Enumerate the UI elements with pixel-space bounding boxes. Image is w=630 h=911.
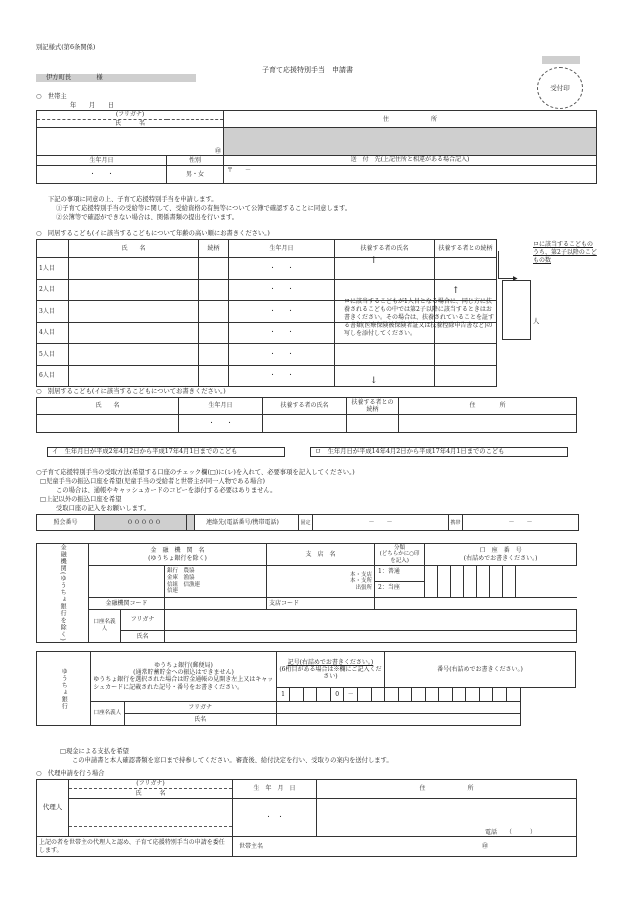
kigo-digit[interactable] bbox=[317, 688, 331, 702]
stamp-shade bbox=[542, 56, 580, 64]
mobile-label: 携帯 bbox=[449, 515, 463, 531]
bango-digit[interactable] bbox=[412, 688, 426, 702]
acct-digit[interactable] bbox=[490, 566, 503, 598]
branch-name-field[interactable]: 本・支店 本・支所 出張所 bbox=[267, 566, 375, 598]
gender-field[interactable]: 男・女 bbox=[167, 166, 224, 184]
child-relation-field[interactable] bbox=[199, 365, 229, 387]
child-parent-field[interactable] bbox=[335, 365, 435, 387]
child-name-field[interactable] bbox=[69, 322, 199, 344]
child-row-label: 6人目 bbox=[37, 365, 69, 387]
reference-number: ０００００ bbox=[95, 515, 195, 531]
child-name-field[interactable] bbox=[69, 258, 199, 280]
bango-digit[interactable] bbox=[439, 688, 453, 702]
category-i: イ 生年月日が平成2年4月2日から平成17年4月1日までのこども bbox=[47, 447, 285, 457]
kigo-digit[interactable] bbox=[371, 688, 385, 702]
birth-header: 生年月日 bbox=[37, 156, 167, 166]
yucho-furigana-field[interactable] bbox=[276, 702, 520, 714]
agent-side-label: 代理人 bbox=[37, 780, 69, 837]
child-name-field[interactable] bbox=[69, 365, 199, 387]
acct-digit[interactable] bbox=[464, 566, 477, 598]
arrow-up-1: ↑ bbox=[370, 256, 378, 266]
child-row-label: 5人目 bbox=[37, 344, 69, 366]
yucho-name-field[interactable] bbox=[276, 714, 520, 726]
cash-note: この申請書と本人確認書類を窓口まで持参してください。審査後、給付決定を行い、受取りの案内を送付します。 bbox=[72, 757, 393, 764]
sep-col-address: 住 所 bbox=[399, 398, 577, 415]
child-row bbox=[37, 258, 497, 280]
second-child-count-box[interactable] bbox=[502, 280, 531, 340]
name-header: 氏 名 bbox=[37, 120, 224, 128]
count-unit: 人 bbox=[533, 318, 540, 325]
bank-type-options[interactable]: 銀行 農協 金庫 漁協 信組 信漁連 信連 bbox=[165, 566, 267, 598]
contact-table bbox=[186, 514, 579, 531]
agent-birth-header: 生 年 月 日 bbox=[233, 780, 317, 799]
child-relation-field[interactable] bbox=[199, 258, 229, 280]
householder-sign-field[interactable]: 世帯主名 ㊞ bbox=[233, 837, 577, 857]
address-field[interactable] bbox=[224, 128, 597, 156]
arrow-down: ↓ bbox=[370, 376, 378, 386]
child-birth-field[interactable]: ・ ・ bbox=[229, 365, 335, 387]
child-parent-relation-field[interactable] bbox=[435, 344, 497, 366]
kigo-digit[interactable] bbox=[290, 688, 304, 702]
acct-digit[interactable] bbox=[503, 566, 516, 598]
acct-digit[interactable] bbox=[425, 566, 438, 598]
sep-parent-field[interactable] bbox=[263, 415, 347, 433]
send-to-header: 送 付 先(上記住所と相違がある場合記入) bbox=[224, 156, 596, 166]
send-to-cell[interactable] bbox=[224, 156, 597, 184]
bango-digit[interactable] bbox=[479, 688, 493, 702]
child-parent-field[interactable] bbox=[335, 344, 435, 366]
agent-name-field[interactable] bbox=[69, 799, 233, 837]
bango-header: 番号(右詰めでお書きください。) bbox=[385, 652, 576, 688]
seal-mark: ㊞ bbox=[215, 148, 222, 155]
child-relation-field[interactable] bbox=[199, 344, 229, 366]
holder-furigana-label: フリガナ bbox=[121, 610, 165, 631]
option-other-account[interactable]: □上記以外の振込口座を希望 bbox=[40, 496, 122, 503]
bank-side-label: 金融機関(ゆうちょ銀行を除く) bbox=[37, 544, 89, 643]
category-ro: ロ 生年月日が平成14年4月2日から平成17年4月1日までのこども bbox=[310, 447, 568, 457]
bank-code-field[interactable] bbox=[165, 598, 267, 610]
child-row-label: 3人目 bbox=[37, 301, 69, 323]
holder-label: 口座名義人 bbox=[89, 610, 121, 643]
address-header: 住 所 bbox=[224, 111, 597, 128]
kigo-header: 記号(右詰めでお書きください。) (6桁目がある場合は※欄にご記入ください) bbox=[276, 652, 384, 688]
col-parent: 扶養する者の氏名 bbox=[335, 240, 435, 258]
arrow-head: ▶ bbox=[513, 275, 518, 282]
fixed-phone-field[interactable]: － － bbox=[313, 515, 449, 531]
agent-table bbox=[36, 779, 577, 857]
name-field[interactable] bbox=[37, 128, 224, 156]
bank-name-header: 金 融 機 関 名 (ゆうちょ銀行を除く) bbox=[89, 544, 267, 566]
consent-3: ②公簿等で確認ができない場合は、関係書類の提出を行います。 bbox=[56, 214, 239, 221]
child-birth-field[interactable]: ・ ・ bbox=[229, 301, 335, 323]
col-parent-relation: 扶養する者との続柄 bbox=[435, 240, 497, 258]
sep-col-name: 氏 名 bbox=[37, 398, 179, 415]
arrow-line-1 bbox=[498, 251, 499, 278]
arrow-up-2: ↑ bbox=[452, 286, 460, 296]
branch-header: 支 店 名 bbox=[267, 544, 375, 566]
yucho-side-label: ゆうちょ銀行 bbox=[37, 652, 91, 726]
householder-heading: ○ 世帯主 bbox=[36, 93, 67, 100]
agent-seal-mark: ㊞ bbox=[481, 842, 488, 850]
holder-furigana-field[interactable] bbox=[165, 610, 577, 631]
holder-name-field[interactable] bbox=[165, 630, 577, 642]
yucho-table bbox=[36, 651, 576, 726]
child-name-field[interactable] bbox=[69, 301, 199, 323]
sep-address-field[interactable] bbox=[399, 415, 577, 433]
yucho-holder-label: 口座名義人 bbox=[91, 702, 124, 726]
reference-table bbox=[36, 514, 195, 531]
bank-blank bbox=[375, 598, 577, 610]
kubun-header: 分類 (どちらかに○印を記入) bbox=[375, 544, 425, 566]
child-birth-field[interactable]: ・ ・ bbox=[229, 258, 335, 280]
yucho-name-label: 氏名 bbox=[124, 714, 276, 726]
second-child-note: ロに該当するこどものうち、第2子以降のこどもの数 bbox=[533, 241, 597, 264]
yucho-description: ゆうちょ銀行(郵便局) (通常貯蓄貯金への振込はできません) ゆうちょ銀行を選択された場合は貯金通帳の見開き左上又はキャッシュカードに記載された記号・番号をお書きください。 bbox=[91, 652, 277, 702]
reception-stamp-label: 受付印 bbox=[550, 83, 570, 92]
contact-label: 連絡先(電話番号/携帯電話) bbox=[187, 515, 299, 531]
col-birth: 生年月日 bbox=[229, 240, 335, 258]
application-date: 年 月 日 bbox=[70, 102, 115, 109]
receive-heading: ○子育て応援特別手当の受取方法(希望する口座のチェック欄(□)に(レ)を入れて、必要事項を記入してください。) bbox=[36, 469, 355, 476]
bango-digit[interactable] bbox=[398, 688, 412, 702]
child-row bbox=[37, 344, 497, 366]
bango-digit[interactable] bbox=[425, 688, 439, 702]
child-row-label: 2人目 bbox=[37, 279, 69, 301]
agent-furigana-header: (フリガナ) bbox=[69, 780, 233, 789]
acct-digit[interactable] bbox=[477, 566, 490, 598]
acct-digit[interactable] bbox=[438, 566, 451, 598]
child-row-label: 1人目 bbox=[37, 258, 69, 280]
cash-option[interactable]: □現金による支払を希望 bbox=[60, 748, 129, 755]
child-parent-field[interactable] bbox=[335, 258, 435, 280]
holder-name-label: 氏名 bbox=[121, 630, 165, 642]
branch-code-cell[interactable]: 支店コード bbox=[267, 598, 375, 610]
cohabiting-heading: ○ 同居するこども(イに該当するこどもについて年齢の高い順にお書きください。) bbox=[36, 230, 270, 237]
parent-note: ロに該当するこどもが1人目となる場合に、同じ方に扶養されるこどもの中では第2子以降に該当するときはお書きください。その場合は、扶養されていることを証する書類(医療保険被保険者証又は扶養控除申告書など)の写しを添付してください。 bbox=[344, 298, 495, 338]
agent-birth-field[interactable]: ・ ・ bbox=[233, 799, 317, 837]
birth-field[interactable]: ・ ・ bbox=[37, 166, 167, 184]
agent-address-field[interactable] bbox=[317, 799, 577, 837]
acct-spacer bbox=[516, 566, 577, 598]
separate-table bbox=[36, 397, 577, 433]
child-parent-relation-field[interactable] bbox=[435, 365, 497, 387]
form-title: 子育て応援特別手当 申請書 bbox=[262, 66, 353, 74]
bank-name-field[interactable] bbox=[89, 566, 165, 598]
kigo-dash: － bbox=[344, 688, 358, 702]
bango-digit[interactable] bbox=[493, 688, 507, 702]
delegation-text: 上記の者を世帯主の代理人と認め、子育て応援特別手当の申請を委任します。 bbox=[37, 837, 233, 857]
reception-stamp-circle bbox=[537, 67, 583, 109]
child-birth-field[interactable]: ・ ・ bbox=[229, 322, 335, 344]
agent-name-header: 氏 名 bbox=[69, 789, 233, 799]
consent-2: ①子育て応援特別手当の受給等に関して、受給資格の有無等について公簿で確認することに同意します。 bbox=[56, 205, 352, 212]
bank-account-table bbox=[36, 543, 577, 643]
form-number: 別記様式(第6条関係) bbox=[36, 44, 96, 51]
account-header: 口 座 番 号 (右詰めでお書きください。) bbox=[425, 544, 577, 566]
gender-header: 性別 bbox=[167, 156, 224, 166]
bango-digit[interactable] bbox=[452, 688, 466, 702]
sep-col-parent: 扶養する者の氏名 bbox=[263, 398, 347, 415]
postal-field[interactable]: 〒 － bbox=[227, 167, 252, 175]
kigo-digit-1: 1 bbox=[276, 688, 290, 702]
option-child-allowance-note: この場合は、通帳やキャッシュカードのコピーを添付する必要はありません。 bbox=[56, 487, 277, 494]
agent-address-header: 住 所 bbox=[317, 780, 577, 799]
mayor-line: 伊方町長 様 bbox=[46, 74, 103, 81]
bango-digit[interactable] bbox=[507, 688, 521, 702]
kigo-digit[interactable] bbox=[358, 688, 372, 702]
consent-1: 下記の事項に同意の上、子育て応援特別手当を申請します。 bbox=[48, 196, 218, 203]
child-birth-field[interactable]: ・ ・ bbox=[229, 344, 335, 366]
kigo-digit-0: 0 bbox=[330, 688, 344, 702]
child-row bbox=[37, 365, 497, 387]
child-parent-relation-field[interactable] bbox=[435, 258, 497, 280]
furigana-header: (フリガナ) bbox=[37, 111, 224, 120]
child-birth-field[interactable]: ・ ・ bbox=[229, 279, 335, 301]
yucho-furigana-label: フリガナ bbox=[124, 702, 276, 714]
child-relation-field[interactable] bbox=[199, 301, 229, 323]
child-row-label: 4人目 bbox=[37, 322, 69, 344]
separate-heading: ○ 別居するこども(イに該当するこどもについてお書きください。) bbox=[36, 388, 226, 395]
child-relation-field[interactable] bbox=[199, 322, 229, 344]
mobile-phone-field[interactable]: － － bbox=[463, 515, 579, 531]
option-other-account-note: 受取口座の記入をお願いします。 bbox=[56, 505, 150, 512]
bango-spacer bbox=[520, 688, 575, 702]
child-name-field[interactable] bbox=[69, 279, 199, 301]
agent-tel: 電話 （ ） bbox=[484, 828, 536, 836]
option-child-allowance[interactable]: □児童手当の振込口座を希望(児童手当の受給者と世帯主が同一人物である場合) bbox=[40, 478, 265, 485]
col-relation: 続柄 bbox=[199, 240, 229, 258]
kigo-digit[interactable] bbox=[303, 688, 317, 702]
acct-digit[interactable] bbox=[451, 566, 464, 598]
sep-birth-field[interactable]: ・ ・ bbox=[179, 415, 263, 433]
sep-relation-field[interactable] bbox=[347, 415, 399, 433]
sep-col-parent-relation: 扶養する者との続柄 bbox=[347, 398, 399, 415]
kubun-options[interactable]: 1：普通 2：当座 bbox=[375, 566, 425, 598]
bank-code-label: 金融機関コード bbox=[89, 598, 165, 610]
bango-digit[interactable] bbox=[466, 688, 480, 702]
bango-digit[interactable] bbox=[385, 688, 399, 702]
householder-table bbox=[36, 110, 597, 184]
fixed-label: 固定 bbox=[299, 515, 313, 531]
agent-heading: ○ 代理申請を行う場合 bbox=[36, 770, 105, 777]
sep-name-field[interactable] bbox=[37, 415, 179, 433]
reference-label: 照会番号 bbox=[37, 515, 95, 531]
sep-col-birth: 生年月日 bbox=[179, 398, 263, 415]
child-relation-field[interactable] bbox=[199, 279, 229, 301]
child-name-field[interactable] bbox=[69, 344, 199, 366]
col-name: 氏 名 bbox=[69, 240, 199, 258]
